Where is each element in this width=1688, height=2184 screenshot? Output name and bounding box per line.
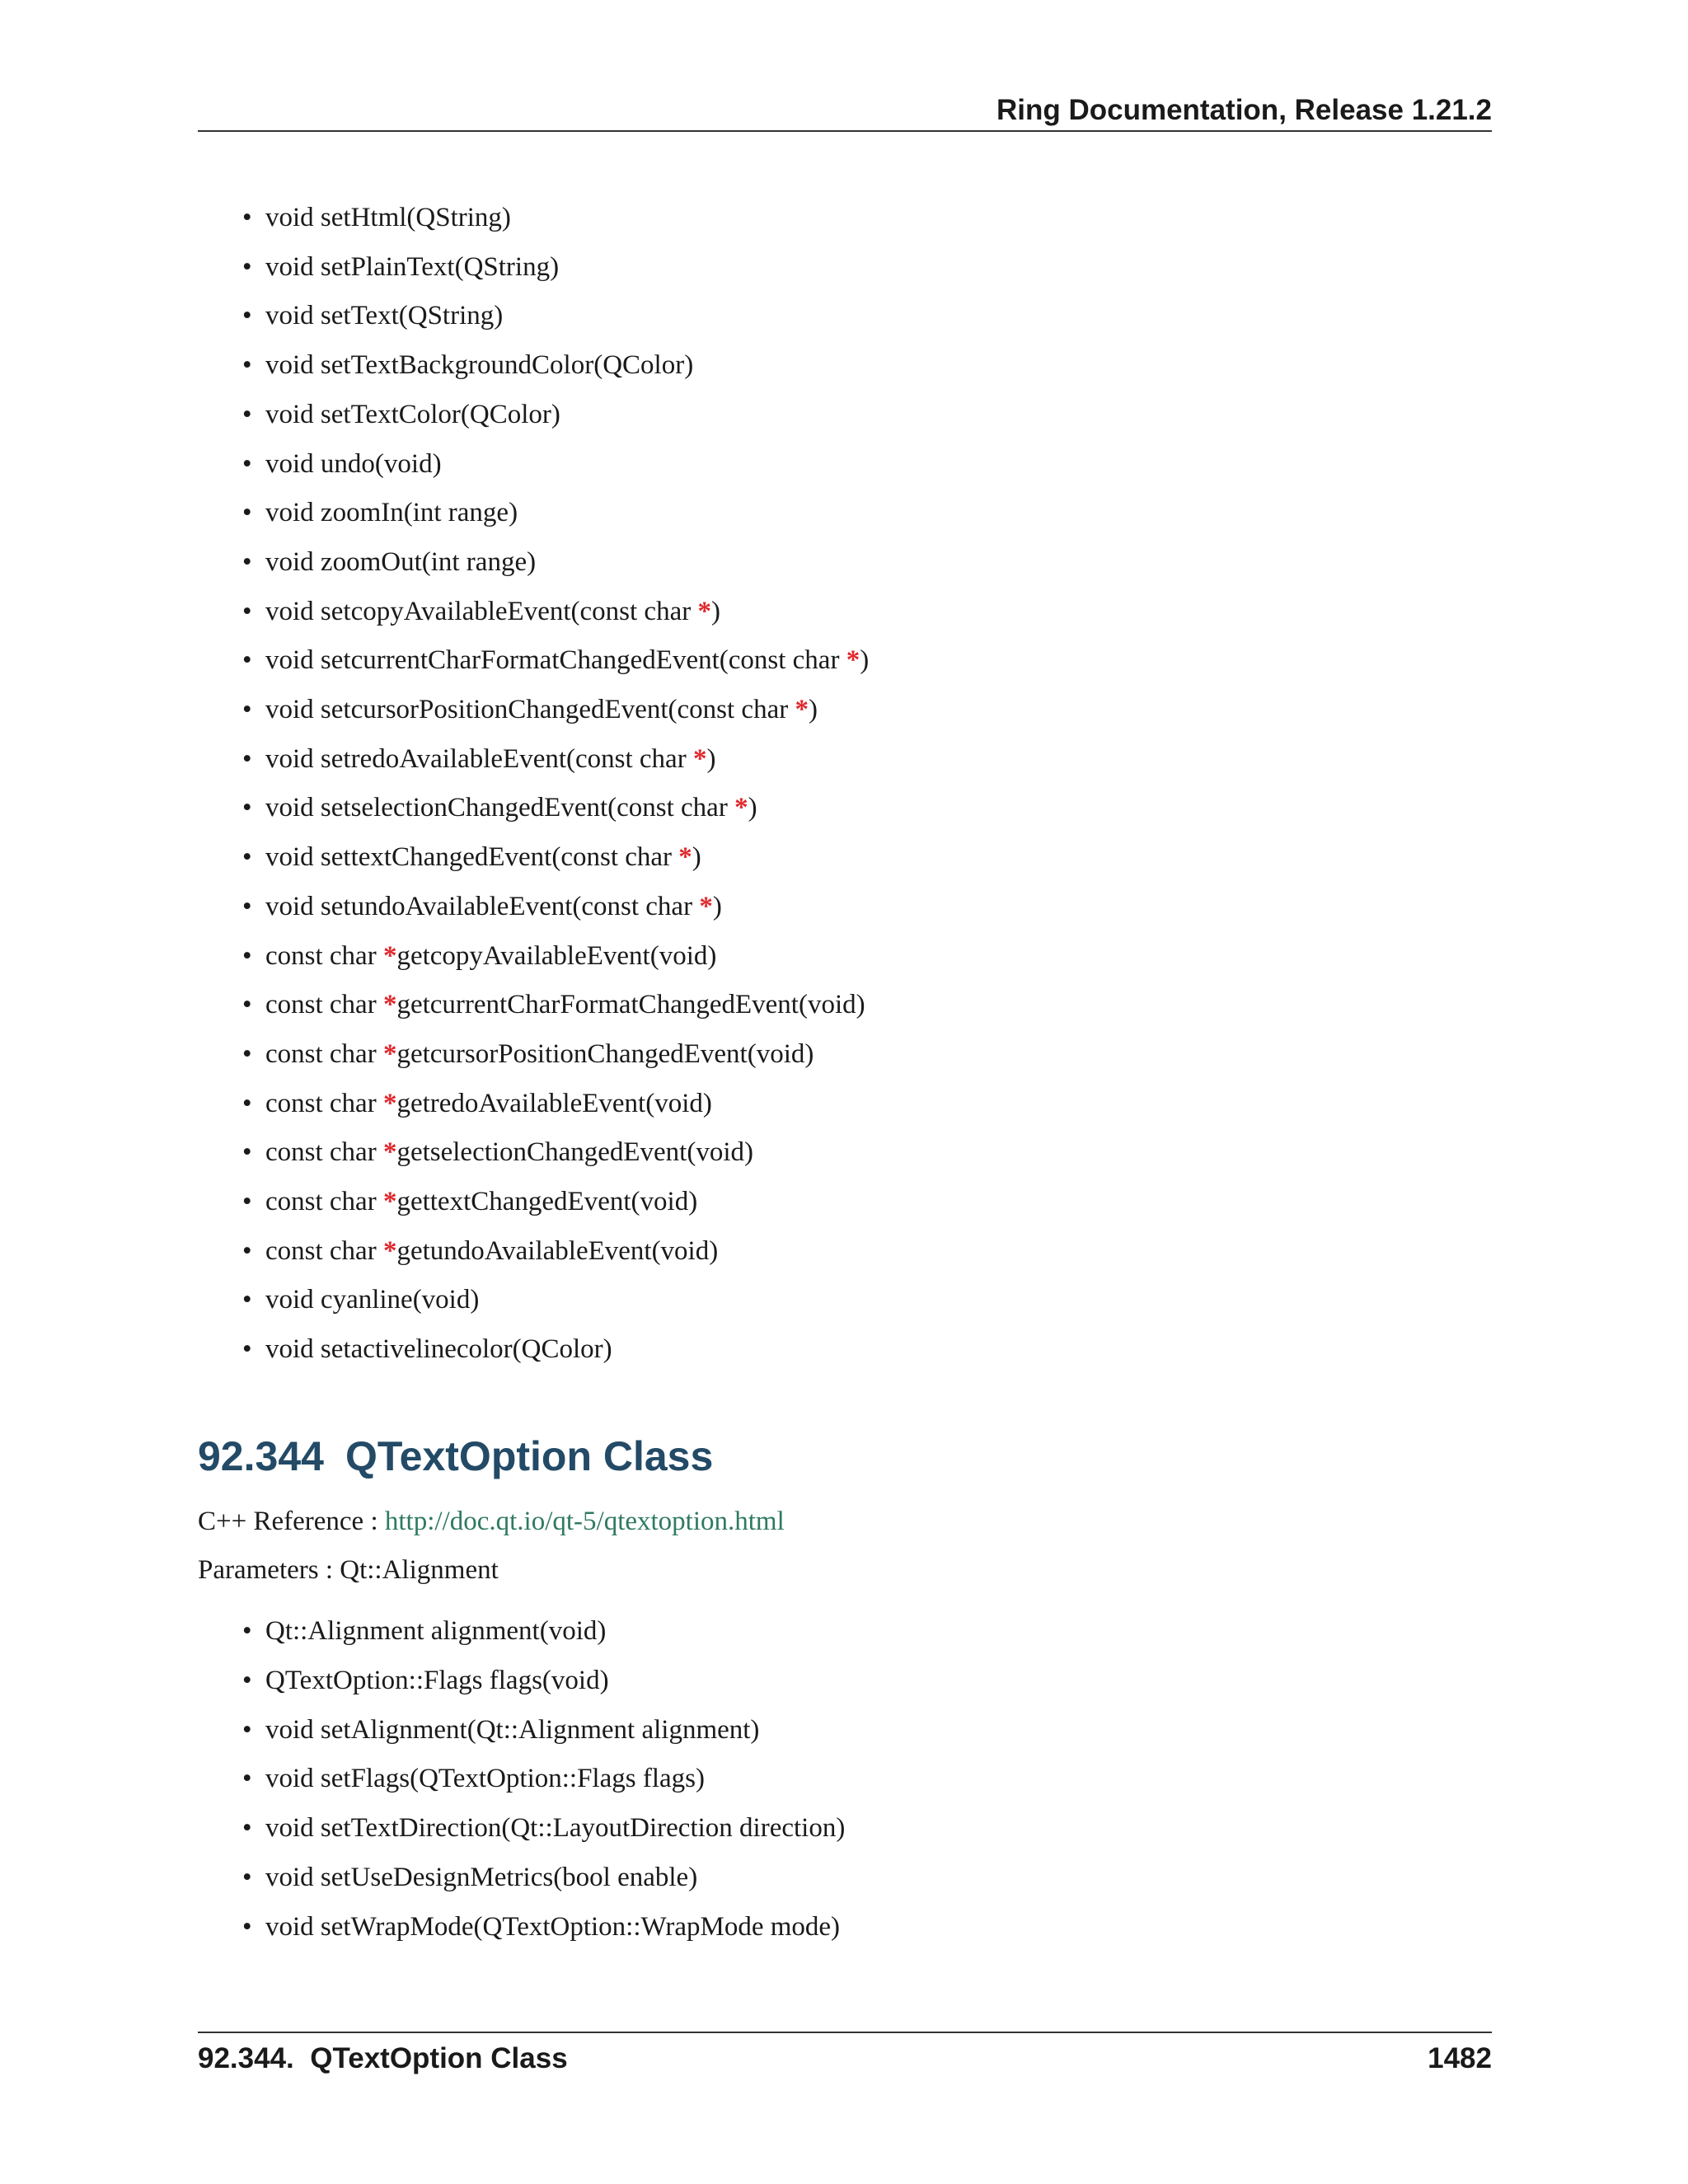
list-item [265,296,503,335]
pointer-asterisk: * [382,1236,397,1266]
item-text: void setTextColor(QColor) [265,400,560,429]
section-heading [198,1430,713,1483]
pointer-asterisk: * [846,645,860,675]
list-item [265,936,716,976]
list-item [265,739,715,779]
item-text: void setText(QString) [265,301,504,330]
list-item [265,690,818,729]
item-text-tail: ) [808,695,818,724]
item-text-tail: ) [712,892,722,921]
item-text: void undo(void) [265,449,442,479]
list-item [265,198,511,237]
item-text-tail: getcopyAvailableEvent(void) [396,941,717,971]
item-text-tail: ) [706,744,716,774]
list-item: • void setUseDesignMetrics(bool enable) [265,1858,697,1897]
item-text: const char [265,941,383,971]
item-text-tail: ) [710,597,720,626]
item-text: void setHtml(QString) [265,203,511,232]
list-item [265,542,536,582]
item-text: void zoomOut(int range) [265,547,537,577]
item-text: void setcurrentCharFormatChangedEvent(const char [265,645,846,675]
item-text: void cyanline(void) [265,1285,480,1315]
item-text: void setcopyAvailableEvent(const char [265,597,698,626]
list-item [265,493,518,532]
item-text: void setselectionChangedEvent(const char [265,793,735,823]
item-text: const char [265,1187,383,1216]
list-item: • QTextOption::Flags flags(void) [265,1661,609,1700]
list-item [265,788,757,827]
pointer-asterisk: * [795,695,809,724]
item-text-tail: ) [860,645,870,675]
list-item [265,1084,712,1123]
header-rule [198,130,1492,132]
item-text: const char [265,1137,383,1167]
item-text: void setredoAvailableEvent(const char [265,744,693,774]
section-number: 92.344 [198,1433,324,1479]
item-text: void zoomIn(int range) [265,498,518,527]
list-item [265,1231,718,1271]
item-text-tail: getcurrentCharFormatChangedEvent(void) [396,990,865,1019]
item-text: void settextChangedEvent(const char [265,842,679,872]
item-text-tail: getredoAvailableEvent(void) [396,1089,712,1118]
item-text: const char [265,1089,383,1118]
reference-label: C++ Reference : [198,1507,385,1536]
pointer-asterisk: * [734,793,748,823]
footer-rule [198,2032,1492,2033]
pointer-asterisk: * [699,892,713,921]
footer-page-number: 1482 [1428,2042,1492,2074]
reference-link[interactable]: http://doc.qt.io/qt-5/qtextoption.html [384,1507,785,1536]
item-text-tail: ) [748,793,757,823]
pointer-asterisk: * [678,842,692,872]
item-text: const char [265,1039,383,1069]
pointer-asterisk: * [692,744,707,774]
pointer-asterisk: * [382,1089,397,1118]
item-text-tail: gettextChangedEvent(void) [396,1187,698,1216]
list-item [265,985,865,1024]
list-item: • void setWrapMode(QTextOption::WrapMode mode) [265,1907,840,1947]
list-item [265,640,869,680]
page-header: Ring Documentation, Release 1.21.2 [996,94,1492,126]
list-item [265,887,722,926]
footer-section-label: 92.344. QTextOption Class [198,2042,568,2074]
item-text: const char [265,990,383,1019]
item-text-tail: getselectionChangedEvent(void) [396,1137,753,1167]
item-text: void setTextBackgroundColor(QColor) [265,350,694,380]
list-item [265,1132,753,1172]
list-item: • void setFlags(QTextOption::Flags flags) [265,1759,705,1798]
pointer-asterisk: * [382,990,397,1019]
item-text: void setcursorPositionChangedEvent(const char [265,695,795,724]
pointer-asterisk: * [382,1187,397,1216]
item-text-tail: ) [692,842,701,872]
list-item [265,1280,479,1319]
list-item [265,1182,697,1221]
item-text: void setPlainText(QString) [265,252,560,282]
cpp-reference-line [198,1502,785,1541]
pointer-asterisk: * [382,1039,397,1069]
list-item [265,444,442,484]
item-text: void setundoAvailableEvent(const char [265,892,700,921]
item-text-tail: getcursorPositionChangedEvent(void) [396,1039,814,1069]
list-item: • Qt::Alignment alignment(void) [265,1611,606,1651]
item-text: void setactivelinecolor(QColor) [265,1334,612,1364]
list-item [265,345,693,385]
pointer-asterisk: * [697,597,711,626]
pointer-asterisk: * [382,941,397,971]
list-item [265,1329,612,1369]
list-item [265,395,560,434]
parameters-line: Parameters : Qt::Alignment [198,1555,499,1585]
list-item: • void setTextDirection(Qt::LayoutDirection direction) [265,1808,845,1848]
pointer-asterisk: * [382,1137,397,1167]
list-item [265,837,701,877]
list-item: • void setAlignment(Qt::Alignment alignment) [265,1710,759,1750]
list-item [265,1034,814,1074]
section-title-text: QTextOption Class [345,1433,714,1479]
item-text: const char [265,1236,383,1266]
list-item [265,592,720,631]
list-item [265,247,559,287]
item-text-tail: getundoAvailableEvent(void) [396,1236,719,1266]
